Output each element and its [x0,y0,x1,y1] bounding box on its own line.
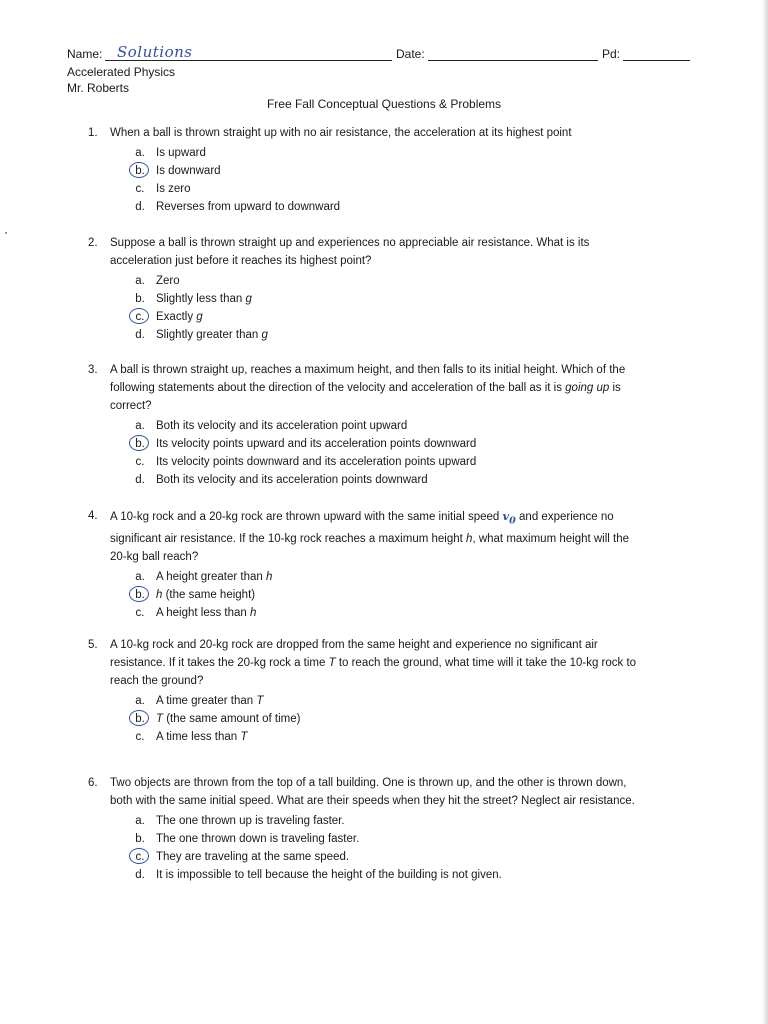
option-b[interactable]: b. Is downward [132,162,698,180]
option-a[interactable]: a. A time greater than T [135,695,264,707]
option-d[interactable]: d. Reverses from upward to downward [135,201,341,213]
option-c[interactable]: c. They are traveling at the same speed. [132,848,698,866]
question-text: A ball is thrown straight up, reaches a maximum height, and then falls to its initial height. Which of the following statements about the direction of the velocity and acceleration of the ball as it is going up is correct? [110,364,626,412]
option-a[interactable]: a. Is upward [135,147,206,159]
scan-speck [5,232,7,234]
name-field-line[interactable] [105,60,392,61]
question-text: A 10-kg rock and a 20-kg rock are thrown upward with the same initial speed $v_0$ and experience no significant air resistance. If the 10-kg rock reaches a maximum height h, what maximum height will the 20-kg ball reach? [110,509,630,564]
question-1 [88,124,698,216]
option-b[interactable]: b. Slightly less than g [135,293,252,305]
option-c[interactable]: c. A height less than h [135,607,257,620]
question-number: 2. [88,237,98,249]
name-label: Name: [67,47,103,61]
option-c[interactable]: c. Its velocity points downward and its acceleration points upward [135,456,477,468]
question-text: When a ball is thrown straight up with no air resistance, the acceleration at its highest point [110,127,572,139]
question-number: 3. [88,364,98,376]
option-c[interactable]: c. A time less than T [135,731,248,743]
date-label: Date: [396,47,425,61]
page-title: Free Fall Conceptual Questions & Problems [266,97,502,111]
question-6 [88,774,698,884]
option-c[interactable]: c. Is zero [135,183,191,195]
option-list [132,417,698,489]
option-list [132,144,698,216]
option-d[interactable]: d. Both its velocity and its acceleration points downward [135,474,428,486]
option-list [132,812,698,884]
page-edge-shadow [762,0,768,1024]
date-field-line[interactable] [428,60,598,61]
question-text: Suppose a ball is thrown straight up and experiences no appreciable air resistance. What is its acceleration just before it reaches its highest point? [110,237,590,267]
question-text: A 10-kg rock and 20-kg rock are dropped from the same height and experience no significant air resistance. If it takes the 20-kg rock a time T to reach the ground, what time will it take the 10-kg rock to reach the ground? [110,639,637,687]
question-4 [88,507,698,622]
option-b[interactable]: b. h (the same height) [132,586,698,604]
option-list [132,568,698,622]
name-handwritten-value: Solutions [117,43,193,61]
handwritten-v0: $v_0$ [502,509,516,527]
question-number: 5. [88,639,98,651]
pd-field-line[interactable] [623,60,690,61]
option-a[interactable]: a. Zero [135,275,180,287]
question-5 [88,636,698,746]
question-number: 4. [88,510,98,522]
option-a[interactable]: a. A height greater than h [135,571,273,584]
option-d[interactable]: d. It is impossible to tell because the height of the building is not given. [135,869,502,881]
teacher-name: Mr. Roberts [67,81,130,95]
question-2 [88,234,698,344]
course-name: Accelerated Physics [67,65,176,79]
option-a[interactable]: a. Both its velocity and its acceleration point upward [135,420,408,432]
question-text: Two objects are thrown from the top of a tall building. One is thrown up, and the other is thrown down, both with the same initial speed. What are their speeds when they hit the street? Neglect air resistance. [110,777,635,807]
option-a[interactable]: a. The one thrown up is traveling faster. [135,815,345,827]
option-list [132,692,698,746]
question-3 [88,361,698,489]
option-b[interactable]: b. The one thrown down is traveling faster. [135,833,360,845]
option-b[interactable]: b. Its velocity points upward and its acceleration points downward [132,435,698,453]
option-b[interactable]: b. T (the same amount of time) [132,710,698,728]
question-number: 6. [88,777,98,789]
header-row [67,44,692,64]
option-d[interactable]: d. Slightly greater than g [135,329,268,341]
option-list [132,272,698,344]
question-number: 1. [88,127,98,139]
pd-label: Pd: [602,47,621,61]
option-c[interactable]: c. Exactly g [132,308,698,326]
